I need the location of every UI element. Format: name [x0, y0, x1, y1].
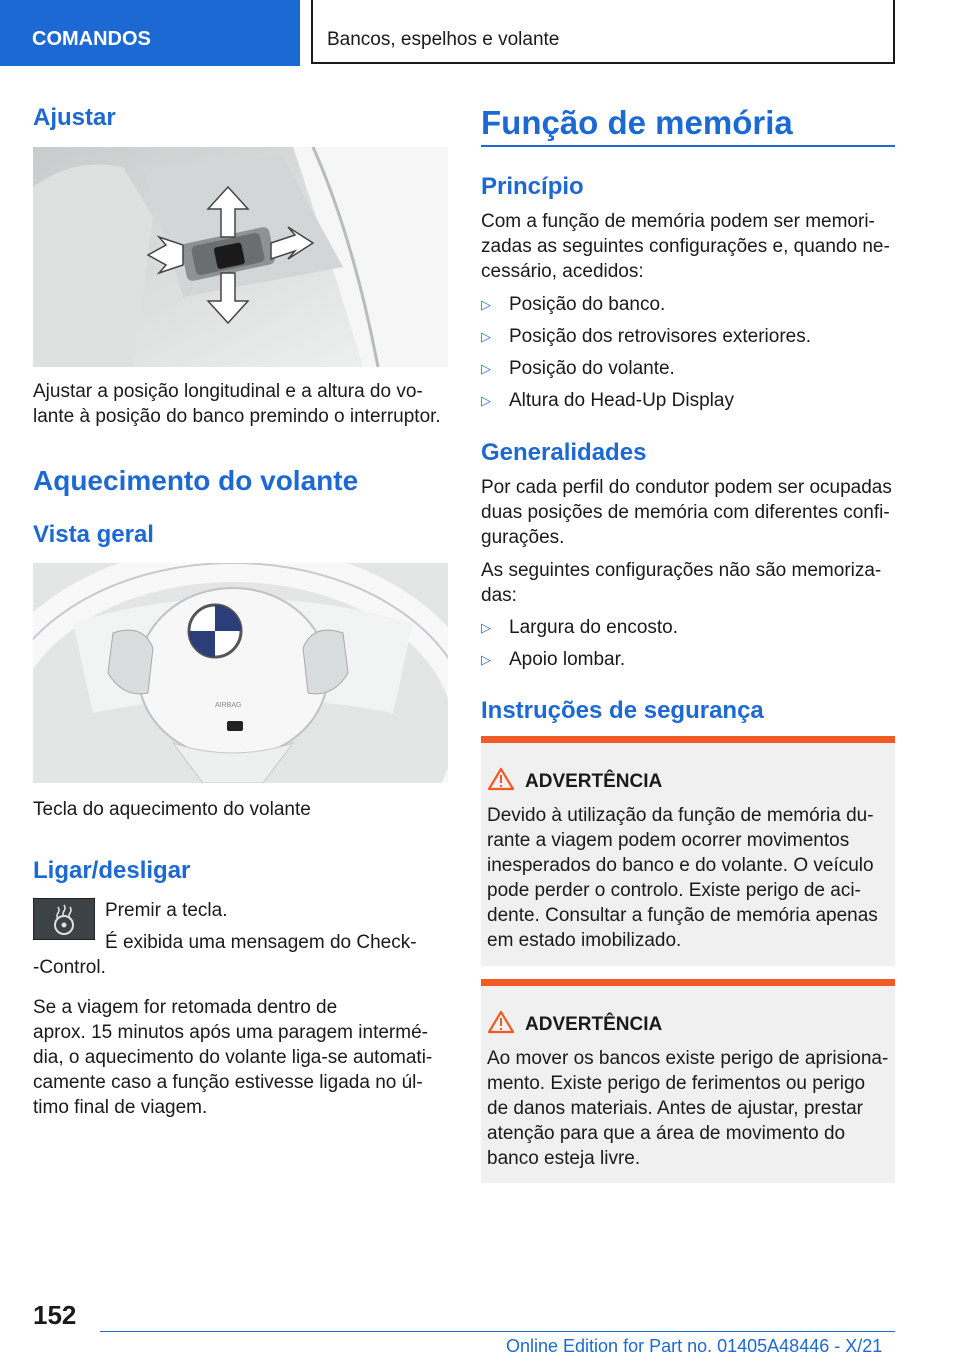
chapter-header	[311, 0, 895, 64]
general-line: duas posições de memória com diferentes confi-	[481, 502, 890, 523]
warning-line: em estado imobilizado.	[487, 930, 682, 951]
steering-heating-button	[33, 898, 95, 940]
triangle-bullet-icon: ▷	[481, 297, 491, 312]
warning-line: atenção para que a área de movimento do	[487, 1123, 846, 1144]
resume-line: camente caso a função estivesse ligada no úl-	[33, 1072, 423, 1093]
onoff-step2: É exibida uma mensagem do Check-	[105, 932, 417, 953]
warning-line: mento. Existe perigo de ferimentos ou perigo	[487, 1073, 866, 1094]
memory-heading: Função de memória	[481, 104, 793, 141]
principle-line: zadas as seguintes configurações e, quando ne-	[481, 236, 890, 257]
chapter-title: Bancos, espelhos e volante	[327, 29, 560, 50]
warning-line: Devido à utilização da função de memória du-	[487, 805, 874, 826]
airbag-label: AIRBAG	[215, 702, 242, 709]
steering-wheel-image	[33, 563, 448, 783]
adjust-heading: Ajustar	[33, 104, 116, 131]
warning-line: rante a viagem podem ocorrer movimentos	[487, 830, 850, 851]
warning-box	[481, 979, 895, 1183]
triangle-bullet-icon: ▷	[481, 329, 491, 344]
resume-paragraph	[33, 995, 432, 1120]
triangle-bullet-icon: ▷	[481, 652, 491, 667]
warning-line: dente. Consultar a função de memória apenas	[487, 905, 878, 926]
list-item	[481, 292, 665, 317]
warning-line: Ao mover os bancos existe perigo de aprisiona-	[487, 1048, 889, 1069]
warning-line: pode perder o controlo. Existe perigo de aci-	[487, 880, 861, 901]
list-item	[481, 356, 675, 381]
overview-heading: Vista geral	[33, 521, 154, 548]
overview-caption: Tecla do aquecimento do volante	[33, 799, 311, 820]
general-heading: Generalidades	[481, 439, 647, 466]
warning-text	[487, 803, 878, 953]
chapter-tab	[0, 0, 300, 66]
principle-line: Com a função de memória podem ser memori-	[481, 211, 875, 232]
steering-heating-icon	[34, 899, 94, 939]
adjust-caption	[33, 379, 441, 429]
page-number: 152	[33, 1300, 77, 1330]
list-item	[481, 324, 811, 349]
adjust-caption-line: lante à posição do banco premindo o interruptor.	[33, 406, 441, 427]
onoff-step1: Premir a tecla.	[105, 900, 228, 921]
principle-line: cessário, acedidos:	[481, 261, 644, 282]
steering-column-illustration	[33, 147, 448, 367]
general-text	[481, 475, 892, 550]
list-item	[481, 615, 678, 640]
triangle-bullet-icon: ▷	[481, 361, 491, 376]
footer-rule	[100, 1331, 895, 1332]
principle-text	[481, 209, 890, 284]
steering-wheel-illustration	[33, 563, 448, 783]
warning-title: ADVERTÊNCIA	[525, 771, 663, 792]
warning-line: banco esteja livre.	[487, 1148, 641, 1169]
onoff-heading: Ligar/desligar	[33, 857, 191, 884]
warning-line: de danos materiais. Antes de ajustar, prestar	[487, 1098, 863, 1119]
triangle-bullet-icon: ▷	[481, 620, 491, 635]
general-line: As seguintes configurações não são memoriza-	[481, 560, 882, 581]
list-item-text: Apoio lombar.	[509, 649, 626, 670]
safety-heading: Instruções de segurança	[481, 697, 764, 724]
warning-icon	[487, 1010, 515, 1039]
adjust-caption-line: Ajustar a posição longitudinal e a altura do vo-	[33, 381, 423, 402]
warning-icon	[487, 767, 515, 796]
section-title: COMANDOS	[32, 28, 151, 50]
resume-line: Se a viagem for retomada dentro de	[33, 997, 338, 1018]
general-line: gurações.	[481, 527, 565, 548]
warning-text	[487, 1046, 888, 1171]
list-item-text: Largura do encosto.	[509, 617, 679, 638]
edition-note: Online Edition for Part no. 01405A48446 - X/21	[506, 1336, 883, 1356]
general-line: Por cada perfil do condutor podem ser ocupadas	[481, 477, 892, 498]
list-item-text: Posição dos retrovisores exteriores.	[509, 326, 812, 347]
list-item	[481, 388, 734, 413]
resume-line: dia, o aquecimento do volante liga-se automati-	[33, 1047, 433, 1068]
list-item-text: Posição do volante.	[509, 358, 675, 379]
heading-rule	[481, 145, 895, 147]
triangle-bullet-icon: ▷	[481, 393, 491, 408]
heating-heading: Aquecimento do volante	[33, 465, 359, 496]
list-item-text: Altura do Head-Up Display	[509, 390, 734, 411]
list-item	[481, 647, 625, 672]
warning-box	[481, 736, 895, 966]
principle-heading: Princípio	[481, 173, 584, 200]
list-item-text: Posição do banco.	[509, 294, 666, 315]
resume-line: aprox. 15 minutos após uma paragem intermé-	[33, 1022, 428, 1043]
onoff-step2-cont: -Control.	[33, 957, 106, 978]
general-text-2	[481, 558, 881, 608]
general-line: das:	[481, 585, 517, 606]
steering-column-adjust-image	[33, 147, 448, 367]
resume-line: timo final de viagem.	[33, 1097, 208, 1118]
warning-title: ADVERTÊNCIA	[525, 1014, 663, 1035]
warning-line: inesperados do banco e do volante. O veículo	[487, 855, 874, 876]
